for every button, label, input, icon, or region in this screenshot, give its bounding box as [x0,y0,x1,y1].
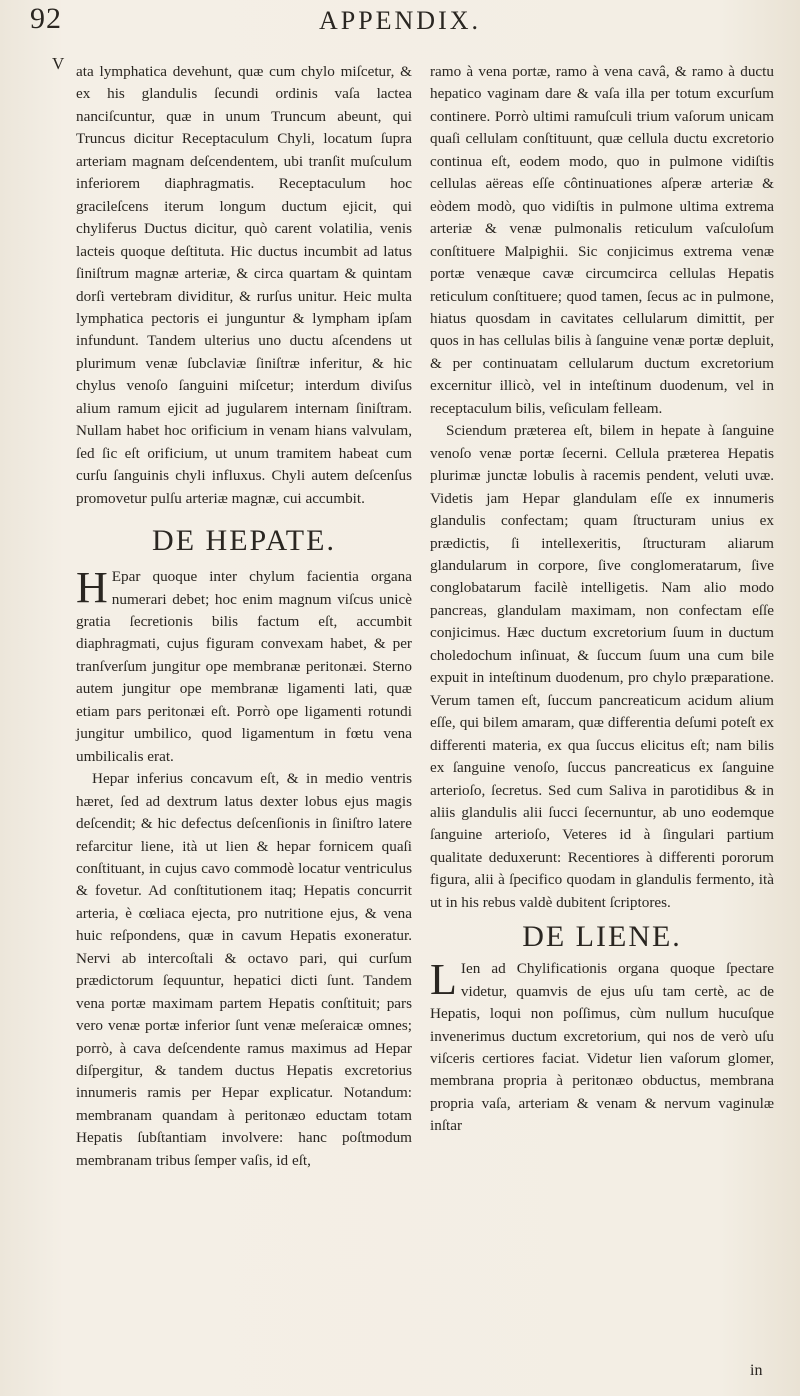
right-paragraph-3 [430,955,774,1138]
right-paragraph-2: Sciendum præterea eſt, bilem in hepate à ſanguine venoſo venæ portæ ſecerni. Cellula præterea Hepatis plurimæ junctæ lobulis à racemis pendent, veluti uvæ. Videtis jam Hepar glandulam eſſe ex innumeris glandulis confectam; quam ſtructuram unius ex prædictis, ſi intellexeritis, ſtructuram aliarum glandularum in corpore, ſive conglomeratarum, ſive conglobatarum facilè intelligetis. Nam alio modo pancreas, glandulam maximam, non confectam eſſe conjicimus. Hæc ductum excretorium ſuum in ductum choledochum inſinuat, & ſuccum ſuum una cum bile expuit in inteſtinum duodenum, pro chylo præparatione. Verum tamen eſt, ſuccum pancreaticum acidum alium eſſe, qui bilem amaram, quæ differentia deſumi poteſt ex differenti materia, ex qua ſuccus elicitus eſt; nam bilis ex ſanguine venoſo, ſuccus pancreaticus ex ſanguine arterioſo, ſecretus. Sed cum Saliva in parotidibus & in aliis glandulis alii ſucci ſecernuntur, ab uno eodemque ſanguine arterioſo, Veteres id à ſingulari partium qualitate deduxerunt: Recentiores à differenti pororum figura, alii à ſpecifico quodam in glandulis fermento, ità ut in his rebus valdè dubitent ſcriptores. [430,422,774,911]
running-title: APPENDIX. [318,6,482,35]
section-title-de-liene: DE LIENE. [522,920,682,954]
right-column [430,61,774,1138]
left-paragraph-2 [76,563,412,768]
catchword: in [750,1362,763,1379]
section-title-de-hepate: DE HEPATE. [152,524,336,558]
page-number: 92 [30,2,62,35]
left-paragraph-1: ata lymphatica devehunt, quæ cum chylo miſcetur, & ex his glandulis ſecundi ordinis vaſa lactea nanciſcuntur, quæ in unum Truncum abeunt, qui Truncus dicitur Receptaculum Chyli, locatum ſupra arteriam magnam deſcendentem, ubi tranſit muſculum inferiorem diaphragmatis. Receptaculum hoc gracileſcens iterum longum ductum ejicit, qui chyliferus Ductus dicitur, quò carent volatilia, venis lacteis quoque deſtituta. Hic ductus incumbit ad latus ſiniſtrum magnæ arteriæ, & circa quartam & quintam dorſi vertebram dividitur, & rurſus unitur. Heic multa lymphatica pectoris ei junguntur & lympham ipſam infundunt. Tandem ulterius uno ductu aſcendens ut plurimum venæ ſubclaviæ ſiniſtræ inferitur, & hic chylus venoſo ſanguini miſcetur; interdum diviſus alium ramum ejicit ad jugularem internam ſiniſtram. Nullam habet hoc orificium in venam hians valvulam, ſed ſic eſt orificium, ut unum tramitem habeat cum curſu ſanguinis chyli influxus. Chyli autem deſcenſus promovetur pulſu arteriæ magnæ, cui accumbit. [76,63,412,507]
right-paragraph-1: ramo à vena portæ, ramo à vena cavâ, & ramo à ductu hepatico vaginam dare & vaſa illa per totum excurſum continere. Porrò ultimi ramuſculi trium vaſorum unicam quaſi cellulam conſtituunt, quæ cellula ductu excretorio continua eſt, eodem modo, quo in pulmone vidiſtis cellulas aëreas eſſe côntinuationes aſperæ arteriæ & eòdem modò, quo vidiſtis in pulmone ultima extrema arteriæ & venæ pulmonalis reticulum vaſculoſum conſtituere Malpighii. Sic conjicimus extrema venæ portæ venæque cavæ circumcirca cellulas Hepatis reticulum conſtituere; quod tamen, ſecus ac in pulmone, hiatus quosdam in cavitates cellularum dimittit, per quos in has cellulas bilis à ſanguine venæ portæ depluit, & per continuatam cellularum ductum excretorium excernitur illicò, vel in inteſtinum duodenum, vel in receptaculum bilis, veſiculam felleam. [430,63,774,417]
signature-mark: V [52,54,65,73]
right-paragraph-3-text: Ien ad Chylificationis organa quoque ſpectare videtur, quamvis de ejus uſu tam certè, ac de Hepatis, loqui non poſſimus, cùm nullum hucuſque invenerimus ductum excretorium, qui nos de verò uſu viſceris certiores faciat. Videtur lien vaſorum glomer, membrana propria à peritonæo obductus, membrana propria vaſa, arteriam & venam & nervum vaginulæ inſtar [430,960,774,1135]
left-paragraph-3: Hepar inferius concavum eſt, & in medio ventris hæret, ſed ad dextrum latus dexter lobus ejus magis deſcendit; & hic defectus deſcenſionis in ſiniſtro latere refarcitur liene, ità ut lien & hepar fornicem quaſi conſtituant, in cujus cavo commodè locatur ventriculus & fovetur. Ad conſtitutionem itaq; Hepatis concurrit arteria, è cœliaca ejecta, pro nutritione ejus, & vena huic reſpondens, quæ in cavum Hepatis exoneratur. Nervi ab intercoſtali & octavo pari, qui curſum prædictorum ſequuntur, hepatici dicti ſunt. Tandem vena portæ maximam partem Hepatis conſtituit; pars vero venæ portæ inferior ſunt venæ meſeraicæ omnes; porrò, à cava deſcendente ramus maximus ad Hepar diſpergitur, & tandem ductus Hepatis excretorius innumeris ramis per Hepar explicatur. Notandum: membranam quandam à peritonæo eductam totam Hepatis ſubſtantiam involvere: hanc poſtmodum membranam tribus ſemper vaſis, id eſt, [76,770,412,1169]
dropcap-h: H [76,563,108,613]
dropcap-l: L [430,955,457,1005]
left-paragraph-2-text: Epar quoque inter chylum facientia organa numerari debet; hoc enim magnum viſcus unicè gratia ſecretionis bilis factum eſt, accumbit diaphragmati, cujus figuram convexam habet, & per tranſverſum jungitur ope membranæ peritonæi. Sterno autem jungitur ope membranæ ligamenti lati, quæ etiam pars peritonæi eſt. Porrò ope ligamenti rotundi jungitur umbilico, quod ligamentum in fœtu vena umbilicalis erat. [76,568,412,765]
left-column [76,61,412,1172]
